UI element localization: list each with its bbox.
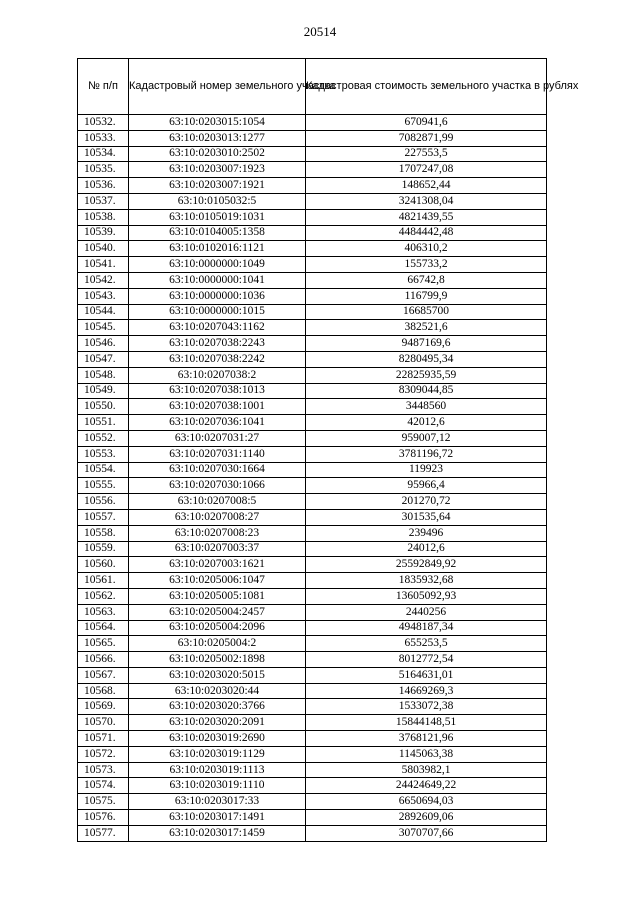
cadastral-value: 1533072,38 xyxy=(306,699,547,715)
cadastral-number: 63:10:0207003:37 xyxy=(129,541,306,557)
table-row xyxy=(78,699,547,715)
cadastral-value: 119923 xyxy=(306,462,547,478)
cadastral-number: 63:10:0205006:1047 xyxy=(129,573,306,589)
table-row xyxy=(78,652,547,668)
cadastral-value: 14669269,3 xyxy=(306,683,547,699)
cadastral-number: 63:10:0000000:1041 xyxy=(129,272,306,288)
cadastral-number: 63:10:0207043:1162 xyxy=(129,320,306,336)
cadastral-value: 4821439,55 xyxy=(306,209,547,225)
cadastral-number: 63:10:0205004:2096 xyxy=(129,620,306,636)
cadastral-number: 63:10:0205004:2457 xyxy=(129,604,306,620)
cadastral-number: 63:10:0207038:2 xyxy=(129,367,306,383)
table-row xyxy=(78,825,547,841)
row-number: 10554. xyxy=(78,462,129,478)
table-row xyxy=(78,810,547,826)
cadastral-value: 8309044,85 xyxy=(306,383,547,399)
cadastral-value: 670941,6 xyxy=(306,115,547,131)
table-row xyxy=(78,351,547,367)
cadastral-number: 63:10:0205005:1081 xyxy=(129,588,306,604)
row-number: 10552. xyxy=(78,430,129,446)
cadastral-value: 155733,2 xyxy=(306,257,547,273)
row-number: 10542. xyxy=(78,272,129,288)
table-row xyxy=(78,573,547,589)
table-row xyxy=(78,288,547,304)
cadastral-value: 13605092,93 xyxy=(306,588,547,604)
cadastral-value: 3448560 xyxy=(306,399,547,415)
cadastral-value: 16685700 xyxy=(306,304,547,320)
cadastral-value: 655253,5 xyxy=(306,636,547,652)
table-row xyxy=(78,178,547,194)
table-row xyxy=(78,415,547,431)
table-row xyxy=(78,320,547,336)
cadastral-value: 15844148,51 xyxy=(306,715,547,731)
row-number: 10576. xyxy=(78,810,129,826)
cadastral-number: 63:10:0207036:1041 xyxy=(129,415,306,431)
table-row xyxy=(78,209,547,225)
cadastral-number: 63:10:0105019:1031 xyxy=(129,209,306,225)
cadastral-number: 63:10:0207003:1621 xyxy=(129,557,306,573)
cadastral-number: 63:10:0207038:1001 xyxy=(129,399,306,415)
cadastral-number: 63:10:0203010:2502 xyxy=(129,146,306,162)
cadastral-number: 63:10:0203020:5015 xyxy=(129,667,306,683)
cadastral-value: 301535,64 xyxy=(306,509,547,525)
table-row xyxy=(78,304,547,320)
row-number: 10570. xyxy=(78,715,129,731)
header-cadastral-value: Кадастровая стоимость земельного участка в рублях xyxy=(306,59,547,115)
cadastral-number: 63:10:0203007:1923 xyxy=(129,162,306,178)
table-row xyxy=(78,509,547,525)
cadastral-value: 1835932,68 xyxy=(306,573,547,589)
cadastral-value: 239496 xyxy=(306,525,547,541)
cadastral-number: 63:10:0207038:2243 xyxy=(129,336,306,352)
cadastral-number: 63:10:0000000:1049 xyxy=(129,257,306,273)
row-number: 10538. xyxy=(78,209,129,225)
row-number: 10563. xyxy=(78,604,129,620)
cadastral-number: 63:10:0203013:1277 xyxy=(129,130,306,146)
row-number: 10545. xyxy=(78,320,129,336)
cadastral-value: 1145063,38 xyxy=(306,746,547,762)
table-row xyxy=(78,478,547,494)
cadastral-number: 63:10:0203017:33 xyxy=(129,794,306,810)
cadastral-number: 63:10:0104005:1358 xyxy=(129,225,306,241)
cadastral-number: 63:10:0203019:2690 xyxy=(129,731,306,747)
row-number: 10564. xyxy=(78,620,129,636)
cadastral-number: 63:10:0207031:1140 xyxy=(129,446,306,462)
table-row xyxy=(78,715,547,731)
row-number: 10536. xyxy=(78,178,129,194)
cadastral-value: 406310,2 xyxy=(306,241,547,257)
row-number: 10541. xyxy=(78,257,129,273)
row-number: 10575. xyxy=(78,794,129,810)
cadastral-number: 63:10:0205004:2 xyxy=(129,636,306,652)
row-number: 10556. xyxy=(78,494,129,510)
table-row xyxy=(78,383,547,399)
table-header-row xyxy=(78,59,547,115)
row-number: 10553. xyxy=(78,446,129,462)
row-number: 10568. xyxy=(78,683,129,699)
table-row xyxy=(78,241,547,257)
cadastral-value: 3781196,72 xyxy=(306,446,547,462)
row-number: 10561. xyxy=(78,573,129,589)
row-number: 10573. xyxy=(78,762,129,778)
row-number: 10566. xyxy=(78,652,129,668)
table-row xyxy=(78,130,547,146)
row-number: 10550. xyxy=(78,399,129,415)
row-number: 10559. xyxy=(78,541,129,557)
cadastral-value: 4948187,34 xyxy=(306,620,547,636)
row-number: 10534. xyxy=(78,146,129,162)
cadastral-value: 5164631,01 xyxy=(306,667,547,683)
table-row xyxy=(78,541,547,557)
table-row xyxy=(78,778,547,794)
row-number: 10571. xyxy=(78,731,129,747)
cadastral-number: 63:10:0207030:1664 xyxy=(129,462,306,478)
row-number: 10546. xyxy=(78,336,129,352)
row-number: 10565. xyxy=(78,636,129,652)
cadastral-value: 24012,6 xyxy=(306,541,547,557)
table-row xyxy=(78,399,547,415)
table-row xyxy=(78,604,547,620)
cadastral-value: 3241308,04 xyxy=(306,193,547,209)
cadastral-number: 63:10:0207038:1013 xyxy=(129,383,306,399)
table-row xyxy=(78,257,547,273)
cadastral-value: 148652,44 xyxy=(306,178,547,194)
cadastral-number: 63:10:0203019:1110 xyxy=(129,778,306,794)
table-row xyxy=(78,146,547,162)
cadastral-number: 63:10:0203019:1113 xyxy=(129,762,306,778)
cadastral-value: 6650694,03 xyxy=(306,794,547,810)
cadastral-number: 63:10:0203020:3766 xyxy=(129,699,306,715)
cadastral-value: 116799,9 xyxy=(306,288,547,304)
row-number: 10574. xyxy=(78,778,129,794)
cadastral-number: 63:10:0203007:1921 xyxy=(129,178,306,194)
cadastral-number: 63:10:0205002:1898 xyxy=(129,652,306,668)
row-number: 10543. xyxy=(78,288,129,304)
table-row xyxy=(78,525,547,541)
row-number: 10560. xyxy=(78,557,129,573)
cadastral-number: 63:10:0207031:27 xyxy=(129,430,306,446)
cadastral-number: 63:10:0105032:5 xyxy=(129,193,306,209)
cadastral-number: 63:10:0207008:23 xyxy=(129,525,306,541)
cadastral-value: 25592849,92 xyxy=(306,557,547,573)
cadastral-number: 63:10:0203017:1459 xyxy=(129,825,306,841)
table-row xyxy=(78,683,547,699)
row-number: 10544. xyxy=(78,304,129,320)
cadastral-value: 4484442,48 xyxy=(306,225,547,241)
table-row xyxy=(78,272,547,288)
cadastral-value: 66742,8 xyxy=(306,272,547,288)
table-row xyxy=(78,557,547,573)
row-number: 10539. xyxy=(78,225,129,241)
table-row xyxy=(78,193,547,209)
cadastral-value: 8012772,54 xyxy=(306,652,547,668)
table-row xyxy=(78,746,547,762)
cadastral-number: 63:10:0203020:44 xyxy=(129,683,306,699)
cadastral-number: 63:10:0203017:1491 xyxy=(129,810,306,826)
row-number: 10567. xyxy=(78,667,129,683)
row-number: 10537. xyxy=(78,193,129,209)
table-row xyxy=(78,462,547,478)
cadastral-number: 63:10:0000000:1036 xyxy=(129,288,306,304)
cadastral-value: 8280495,34 xyxy=(306,351,547,367)
table-row xyxy=(78,667,547,683)
cadastral-number: 63:10:0102016:1121 xyxy=(129,241,306,257)
cadastral-value: 1707247,08 xyxy=(306,162,547,178)
table-row xyxy=(78,636,547,652)
table-row xyxy=(78,336,547,352)
table-row xyxy=(78,588,547,604)
table-row xyxy=(78,367,547,383)
cadastral-value: 22825935,59 xyxy=(306,367,547,383)
row-number: 10555. xyxy=(78,478,129,494)
cadastral-value: 5803982,1 xyxy=(306,762,547,778)
cadastral-value: 382521,6 xyxy=(306,320,547,336)
row-number: 10572. xyxy=(78,746,129,762)
header-cadastral-number: Кадастровый номер земельного участка xyxy=(129,59,306,115)
row-number: 10535. xyxy=(78,162,129,178)
table-row xyxy=(78,494,547,510)
cadastral-number: 63:10:0203019:1129 xyxy=(129,746,306,762)
cadastral-value: 959007,12 xyxy=(306,430,547,446)
cadastral-number: 63:10:0203020:2091 xyxy=(129,715,306,731)
cadastral-value: 3768121,96 xyxy=(306,731,547,747)
cadastral-value: 42012,6 xyxy=(306,415,547,431)
cadastral-number: 63:10:0207038:2242 xyxy=(129,351,306,367)
cadastral-value: 7082871,99 xyxy=(306,130,547,146)
row-number: 10551. xyxy=(78,415,129,431)
cadastral-value: 95966,4 xyxy=(306,478,547,494)
row-number: 10549. xyxy=(78,383,129,399)
cadastral-number: 63:10:0207030:1066 xyxy=(129,478,306,494)
cadastral-number: 63:10:0207008:27 xyxy=(129,509,306,525)
cadastral-value: 9487169,6 xyxy=(306,336,547,352)
row-number: 10577. xyxy=(78,825,129,841)
row-number: 10540. xyxy=(78,241,129,257)
header-num: № п/п xyxy=(78,59,129,115)
row-number: 10562. xyxy=(78,588,129,604)
cadastral-value: 2440256 xyxy=(306,604,547,620)
cadastral-number: 63:10:0203015:1054 xyxy=(129,115,306,131)
cadastral-value-table xyxy=(77,58,579,842)
table-row xyxy=(78,620,547,636)
row-number: 10569. xyxy=(78,699,129,715)
cadastral-value: 24424649,22 xyxy=(306,778,547,794)
cadastral-value: 3070707,66 xyxy=(306,825,547,841)
row-number: 10548. xyxy=(78,367,129,383)
row-number: 10532. xyxy=(78,115,129,131)
cadastral-value: 201270,72 xyxy=(306,494,547,510)
table-row xyxy=(78,162,547,178)
cadastral-value: 2892609,06 xyxy=(306,810,547,826)
row-number: 10533. xyxy=(78,130,129,146)
table-body xyxy=(78,115,547,842)
row-number: 10557. xyxy=(78,509,129,525)
table-row xyxy=(78,794,547,810)
table-row xyxy=(78,762,547,778)
row-number: 10547. xyxy=(78,351,129,367)
table-row xyxy=(78,446,547,462)
cadastral-number: 63:10:0207008:5 xyxy=(129,494,306,510)
table-row xyxy=(78,225,547,241)
page-number: 20514 xyxy=(303,24,337,39)
row-number: 10558. xyxy=(78,525,129,541)
table-row xyxy=(78,115,547,131)
cadastral-number: 63:10:0000000:1015 xyxy=(129,304,306,320)
table-row xyxy=(78,731,547,747)
table-row xyxy=(78,430,547,446)
cadastral-value: 227553,5 xyxy=(306,146,547,162)
